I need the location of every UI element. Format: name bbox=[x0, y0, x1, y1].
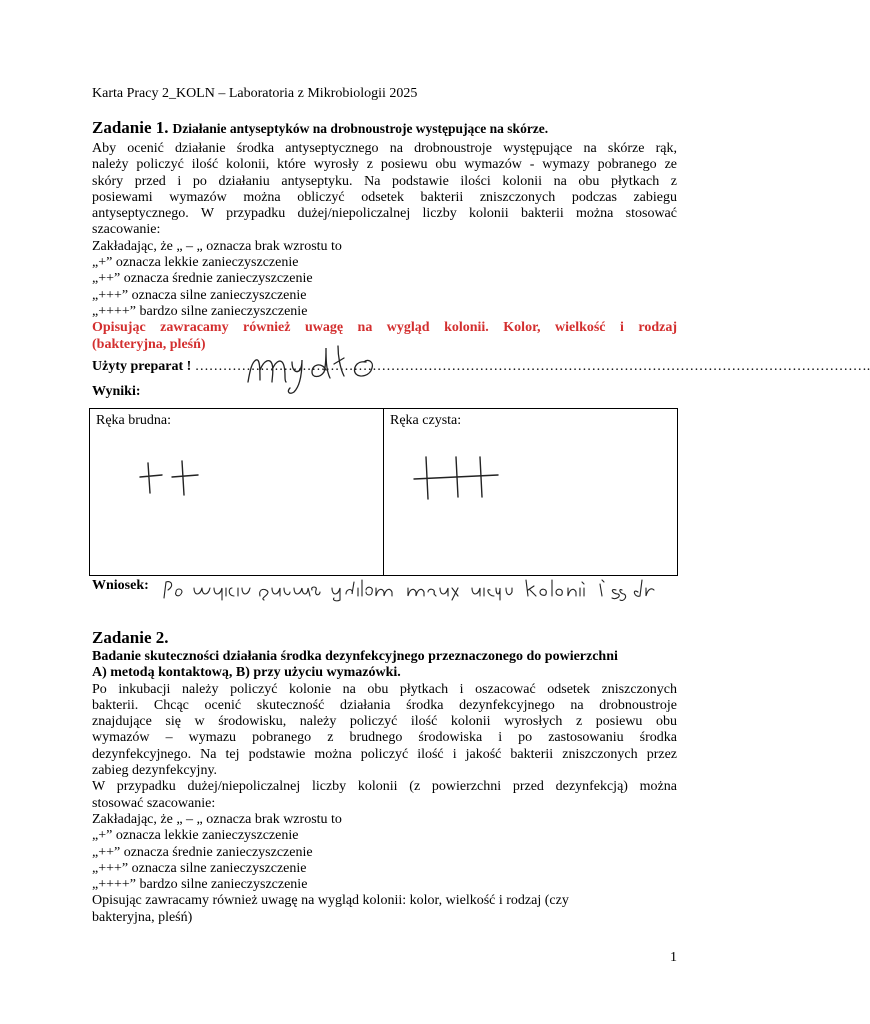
task2-scale-line: „+++” oznacza silne zanieczyszczenie bbox=[92, 860, 307, 876]
handwritten-dirty-hand-result bbox=[138, 457, 208, 502]
dirty-hand-cell bbox=[90, 409, 384, 575]
task1-paragraph-line: szacowanie: bbox=[92, 222, 161, 238]
task1-number: Zadanie 1. bbox=[92, 118, 169, 137]
task2-paragraph-line: W przypadku dużej/niepoliczalnej liczby kolonii (z powierzchni przed dezynfekcją) można bbox=[92, 779, 677, 795]
task1-heading bbox=[92, 118, 682, 138]
task1-scale-line: „++++” bardzo silne zanieczyszczenie bbox=[92, 303, 308, 319]
handwritten-conclusion bbox=[160, 574, 660, 604]
task1-paragraph-line: Aby ocenić działanie środka antyseptycznego na drobnoustroje występujące na skórze rąk, bbox=[92, 141, 677, 156]
handwritten-clean-hand-result bbox=[412, 453, 502, 503]
task1-scale-line: „+” oznacza lekkie zanieczyszczenie bbox=[92, 255, 299, 271]
task1-paragraph-line: skóry przed i po działaniu antyseptyku. Na podstawie ilości kolonii na obu płytkach z bbox=[92, 173, 677, 189]
task2-scale-line: „++” oznacza średnie zanieczyszczenie bbox=[92, 844, 313, 860]
document-header: Karta Pracy 2_KOLN – Laboratoria z Mikrobiologii 2025 bbox=[92, 86, 418, 101]
task2-number: Zadanie 2. bbox=[92, 628, 169, 647]
task2-scale-line: „++++” bardzo silne zanieczyszczenie bbox=[92, 877, 308, 893]
task1-paragraph-line: antyseptycznego. W przypadku dużej/niepoliczalnej liczby kolonii bakterii można stosować bbox=[92, 206, 677, 222]
preparation-label: Użyty preparat ! bbox=[92, 359, 195, 374]
task2-title-line: A) metodą kontaktową, B) przy użyciu wymazówki. bbox=[92, 665, 401, 681]
task1-red-note: (bakteryjna, pleśń) bbox=[92, 336, 206, 352]
task2-final-line: Opisując zawracamy również uwagę na wygląd kolonii: kolor, wielkość i rodzaj (czy bbox=[92, 893, 569, 909]
task1-scale-line: „+++” oznacza silne zanieczyszczenie bbox=[92, 287, 307, 303]
task2-paragraph-line: Po inkubacji należy policzyć kolonie na obu płytkach i oszacować odsetek zniszczonych bbox=[92, 681, 677, 697]
task1-paragraph-line: posiewami wymazów można obliczyć odsetek bakterii zniszczonych podczas zabiegu bbox=[92, 189, 677, 205]
task2-scale-line: „+” oznacza lekkie zanieczyszczenie bbox=[92, 828, 299, 844]
task2-paragraph-line: znajdujące się w środowisku, należy policzyć ilość kolonii wyrosłych z posiewu obu bbox=[92, 714, 677, 730]
task2-paragraph-line: stosować szacowanie: bbox=[92, 795, 216, 811]
task1-red-note: Opisując zawracamy również uwagę na wygląd kolonii. Kolor, wielkość i rodzaj bbox=[92, 320, 677, 336]
task2-title-line: Badanie skuteczności działania środka dezynfekcyjnego przeznaczonego do powierzchni bbox=[92, 649, 618, 664]
task1-scale-line: „++” oznacza średnie zanieczyszczenie bbox=[92, 271, 313, 287]
results-table bbox=[89, 408, 678, 576]
task1-title: Działanie antyseptyków na drobnoustroje występujące na skórze. bbox=[172, 121, 549, 136]
task2-paragraph-line: wymazów – wymazu pobranego z brudnego środowiska i po zastosowaniu środka bbox=[92, 730, 677, 746]
task2-final-line: bakteryjna, pleśń) bbox=[92, 909, 193, 925]
clean-hand-header: Ręka czysta: bbox=[390, 413, 462, 428]
task2-paragraph-line: zabieg dezynfekcyjny. bbox=[92, 763, 218, 779]
task2-body bbox=[92, 649, 677, 926]
task2-paragraph-line: dezynfekcyjnego. Na tej podstawie można policzyć ilość i jakość bakterii zniszczonych przez bbox=[92, 746, 677, 762]
preparation-line bbox=[92, 359, 870, 375]
conclusion-label: Wniosek: bbox=[92, 578, 149, 593]
results-label: Wyniki: bbox=[92, 384, 141, 399]
dirty-hand-header: Ręka brudna: bbox=[96, 413, 172, 428]
task1-paragraph-line: należy policzyć ilość kolonii, które wyrosły z posiewu obu wymazów - wymazy pobranego ze bbox=[92, 157, 677, 173]
clean-hand-cell bbox=[384, 409, 677, 575]
task1-scale-line: Zakładając, że „ – „ oznacza brak wzrostu to bbox=[92, 238, 342, 254]
page-number: 1 bbox=[670, 950, 677, 965]
task2-scale-line: Zakładając, że „ – „ oznacza brak wzrostu to bbox=[92, 811, 342, 827]
task2-paragraph-line: bakterii. Chcąc ocenić skuteczność działania środka dezynfekcyjnego na drobnoustroje bbox=[92, 697, 677, 713]
task1-paragraph bbox=[92, 141, 677, 353]
preparation-dots: ………………………………………………………………………………………………………………………………. bbox=[194, 359, 870, 374]
